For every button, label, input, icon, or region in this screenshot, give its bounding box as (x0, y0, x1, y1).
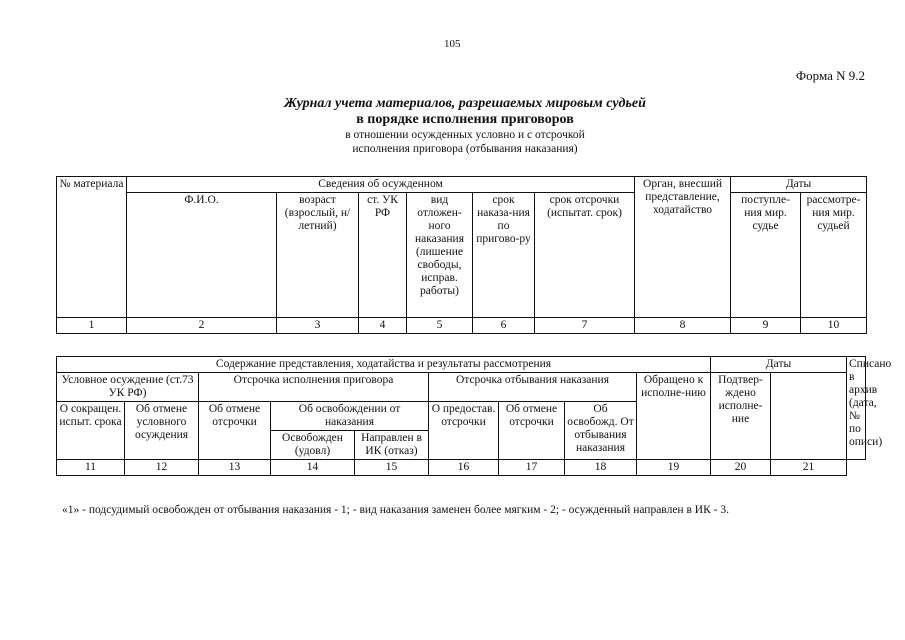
title-line-1: Журнал учета материалов, разрешаемых мировым судьей (284, 96, 646, 111)
column-number: 11 (57, 460, 125, 476)
header-conditional: Условное осуждение (ст.73 УК РФ) (57, 373, 199, 402)
column-number: 5 (407, 318, 473, 334)
column-number: 3 (277, 318, 359, 334)
header-content: Содержание представления, ходатайства и результаты рассмотрения (57, 357, 711, 373)
header-organ: Орган, внесший представление, ходатайство (635, 177, 731, 318)
header-reviewed: рассмотре-ния мир. судьей (801, 193, 867, 318)
column-number: 15 (355, 460, 429, 476)
column-number: 10 (801, 318, 867, 334)
header-sent-ik: Направлен в ИК (отказ) (355, 431, 429, 460)
header-deferred-type: вид отложен-ного наказания (лишение свободы, исправ. работы) (407, 193, 473, 318)
subtitle-line-1: в отношении осужденных условно и с отсрочкой (345, 129, 585, 141)
header-archived: Списано в архив (дата, № по описи) (847, 357, 866, 460)
column-number: 7 (535, 318, 635, 334)
header-defer-sentence: Отсрочка исполнения приговора (199, 373, 429, 402)
header-convict-info: Сведения об осужденном (127, 177, 635, 193)
column-number: 19 (637, 460, 711, 476)
header-term: срок наказа-ния по пригово-ру (473, 193, 535, 318)
column-number: 16 (429, 460, 499, 476)
column-number: 17 (499, 460, 565, 476)
column-number: 14 (271, 460, 355, 476)
header-received: поступле-ния мир. судье (731, 193, 801, 318)
column-number: 8 (635, 318, 731, 334)
column-number: 2 (127, 318, 277, 334)
header-age: возраст (взрослый, н/летний) (277, 193, 359, 318)
column-number: 4 (359, 318, 407, 334)
header-grant-deferral: О предостав. отсрочки (429, 402, 499, 460)
header-release-from-punishment: Об освобождении от наказания (271, 402, 429, 431)
header-cancel-deferral-2: Об отмене отсрочки (499, 402, 565, 460)
column-number: 12 (125, 460, 199, 476)
page-number: 105 (444, 38, 461, 50)
header-reduce-term: О сокращен. испыт. срока (57, 402, 125, 460)
subtitle-line-2: исполнения приговора (отбывания наказания) (352, 143, 578, 155)
header-confirmed: Подтвер-ждено исполне-ние (711, 373, 771, 460)
column-number: 13 (199, 460, 271, 476)
journal-table-lower (56, 356, 892, 476)
column-number: 6 (473, 318, 535, 334)
column-number: 18 (565, 460, 637, 476)
header-cancel-conditional: Об отмене условного осуждения (125, 402, 199, 460)
header-dates-2: Даты (711, 357, 847, 373)
column-number: 21 (771, 460, 847, 476)
header-fio: Ф.И.О. (127, 193, 277, 318)
header-deferral-term: срок отсрочки (испытат. срок) (535, 193, 635, 318)
header-applied: Обращено к исполне-нию (637, 373, 711, 460)
header-defer-punishment: Отсрочка отбывания наказания (429, 373, 637, 402)
header-release-from-serving: Об освобожд. От отбывания наказания (565, 402, 637, 460)
title-line-2: в порядке исполнения приговоров (356, 112, 574, 127)
column-number: 20 (711, 460, 771, 476)
header-released: Освобожден (удовл) (271, 431, 355, 460)
header-article: ст. УК РФ (359, 193, 407, 318)
column-number: 1 (57, 318, 127, 334)
journal-table-upper (56, 176, 867, 334)
column-number: 9 (731, 318, 801, 334)
form-label: Форма N 9.2 (795, 68, 865, 83)
header-cancel-deferral: Об отмене отсрочки (199, 402, 271, 460)
footnote: «1» - подсудимый освобожден от отбывания наказания - 1; - вид наказания заменен более мягким - 2; - осужденный направлен в ИК - 3. (62, 504, 729, 516)
header-dates: Даты (731, 177, 867, 193)
title-block (180, 96, 750, 156)
header-material-no: № материала (57, 177, 127, 318)
